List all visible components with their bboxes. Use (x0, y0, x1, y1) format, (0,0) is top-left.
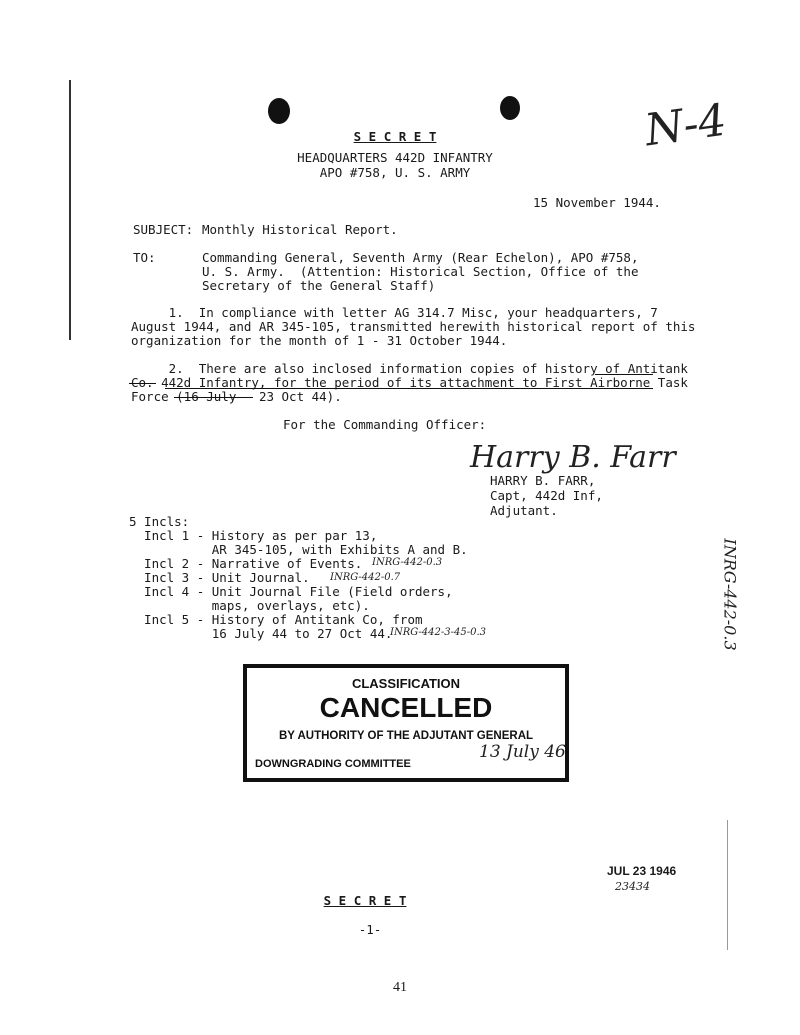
inclosure-line: 16 July 44 to 27 Oct 44. (129, 626, 393, 641)
classification-header: S E C R E T (353, 129, 437, 144)
stamp-line-3: BY AUTHORITY OF THE ADJUTANT GENERAL (278, 730, 534, 742)
signature-name: HARRY B. FARR, (490, 473, 596, 488)
subject-text: Monthly Historical Report. (202, 222, 398, 237)
paragraph-1-line: organization for the month of 1 - 31 October 1944. (131, 333, 508, 348)
struck-text: Co. (131, 375, 154, 390)
closing-line: For the Commanding Officer: (283, 417, 487, 432)
inclosure-line: Incl 1 - History as per par 13, (129, 528, 378, 543)
inclosures-heading: 5 Incls: (129, 514, 190, 529)
paragraph-2-text: Force (131, 389, 177, 404)
inclosure-line: AR 345-105, with Exhibits A and B. (129, 542, 468, 557)
handwritten-note: INRG-442-0.3 (372, 557, 443, 568)
page-number: 41 (393, 980, 407, 995)
apo-heading: APO #758, U. S. ARMY (319, 165, 471, 180)
inclosure-line: Incl 4 - Unit Journal File (Field orders, (129, 584, 453, 599)
to-label: TO: (133, 250, 156, 265)
subject-label: SUBJECT: (133, 222, 194, 237)
to-line: Secretary of the General Staff) (202, 278, 436, 293)
scan-edge-line (727, 820, 728, 950)
classification-footer: S E C R E T (323, 893, 407, 908)
underline-mark (165, 388, 653, 389)
handwritten-signature: Harry B. Farr (470, 440, 676, 475)
underline-mark (595, 374, 653, 375)
inclosure-line: maps, overlays, etc). (129, 598, 370, 613)
to-line: U. S. Army. (Attention: Historical Section, Office of the (202, 264, 639, 279)
unit-heading: HEADQUARTERS 442D INFANTRY (297, 150, 493, 165)
document-date: 15 November 1944. (533, 195, 661, 210)
declassification-stamp (243, 664, 569, 782)
paragraph-1-line: 1. In compliance with letter AG 314.7 Misc, your headquarters, 7 (131, 305, 658, 320)
struck-text: (16 July - (176, 389, 252, 404)
paragraph-2-text: 442d Infantry, for the period of its attachment to First Airborne Task (153, 375, 688, 390)
paragraph-2-line: 2. There are also inclosed information copies of history of Antitank (131, 361, 688, 376)
scan-edge-line (69, 80, 71, 340)
inclosure-line: Incl 5 - History of Antitank Co, from (129, 612, 423, 627)
inclosure-line: Incl 3 - Unit Journal. (129, 570, 310, 585)
stamp-line-2: CANCELLED (319, 692, 493, 723)
received-note: 23434 (615, 880, 650, 893)
stamp-handwriting: 13 July 46 (479, 742, 566, 762)
handwritten-note: INRG-442-3-45-0.3 (390, 627, 486, 638)
inclosure-line: Incl 2 - Narrative of Events. (129, 556, 363, 571)
paragraph-1-line: August 1944, and AR 345-105, transmitted herewith historical report of this (131, 319, 696, 334)
paragraph-2-text: 23 Oct 44). (251, 389, 342, 404)
punch-hole-left (268, 98, 290, 124)
handwritten-note: INRG-442-0.7 (330, 572, 401, 583)
signature-rank: Capt, 442d Inf, (490, 488, 603, 503)
side-handwritten-note: INRG-442-0.3 (720, 538, 740, 651)
stamp-line-1: CLASSIFICATION (351, 676, 461, 691)
to-line: Commanding General, Seventh Army (Rear Echelon), APO #758, (202, 250, 639, 265)
page-marker: -1- (358, 922, 382, 937)
file-mark: N-4 (641, 94, 730, 157)
stamp-line-4: DOWNGRADING COMMITTEE (255, 758, 411, 770)
received-date-stamp: JUL 23 1946 (607, 864, 677, 878)
punch-hole-right (500, 96, 520, 120)
signature-title: Adjutant. (490, 503, 558, 518)
paragraph-2-line (131, 389, 342, 404)
